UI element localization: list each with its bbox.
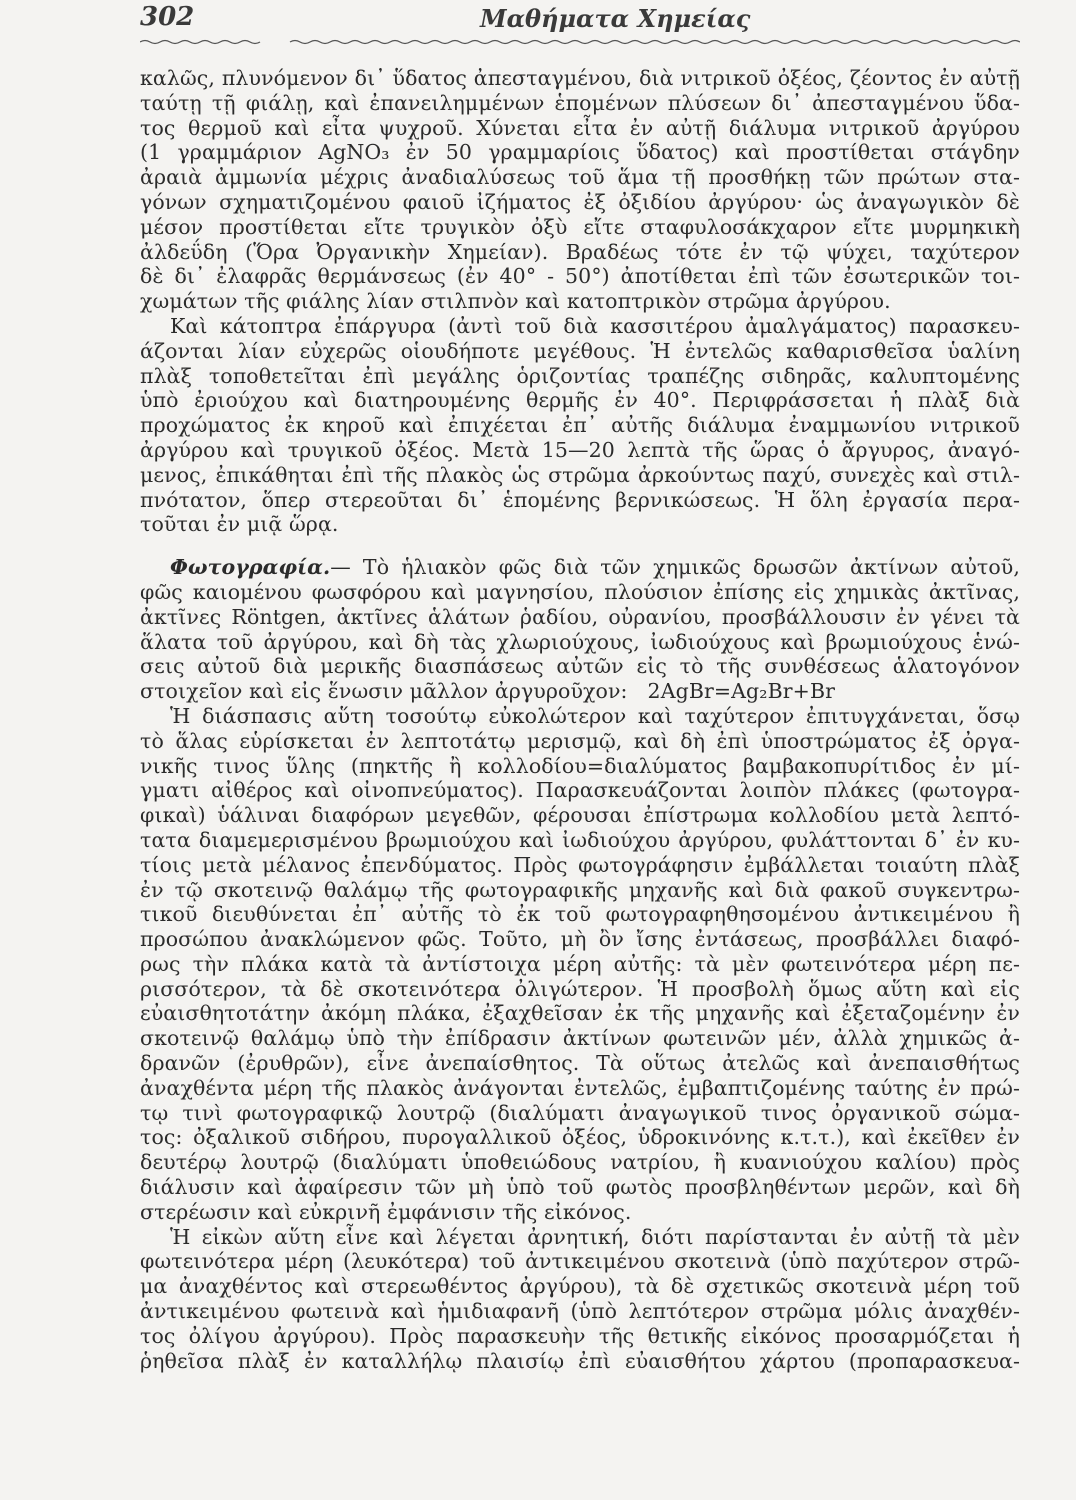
text-line: δευτέρῳ λουτρῷ (διαλύματι ὑποθειώδους νατρίου, ἢ κυανιούχου καλίου) πρὸς — [140, 1150, 1020, 1175]
text-line: ταύτῃ τῇ φιάλῃ, καὶ ἐπανειλημμένων ἑπομένων πλύσεων δι᾽ ἀπεσταγμένου ὕδα- — [140, 90, 1020, 115]
text-line: ἀκτῖνες Röntgen, ἀκτῖνες ἁλάτων ῥαδίου, οὐρανίου, προσβάλλουσιν ἐν γένει τὰ — [140, 604, 1020, 629]
text-line: τος θερμοῦ καὶ εἶτα ψυχροῦ. Χύνεται εἶτα ἐν αὐτῇ διάλυμα νιτρικοῦ ἀργύρου — [140, 115, 1020, 140]
text-line: ἀλδεΰδη (Ὅρα Ὀργανικὴν Χημείαν). Βραδέως τότε ἐν τῷ ψύχει, ταχύτερον — [140, 239, 1020, 264]
text-line: άζονται λίαν εὐχερῶς οἱουδήποτε μεγέθους. Ἡ ἐντελῶς καθαρισθεῖσα ὑαλίνη — [140, 338, 1020, 363]
text-line: προχώματος ἐκ κηροῦ καὶ ἐπιχέεται ἐπ᾽ αὐτῆς διάλυμα ἐναμμωνίου νιτρικοῦ — [140, 413, 1020, 438]
text-line: ῥηθεῖσα πλὰξ ἐν καταλλήλῳ πλαισίῳ ἐπὶ εὐαισθήτου χάρτου (προπαρασκευα- — [140, 1348, 1020, 1373]
text-line: μα ἀναχθέντος καὶ στερεωθέντος ἀργύρου), τὰ δὲ σχετικῶς σκοτεινὰ μέρη τοῦ — [140, 1274, 1020, 1299]
text-line — [140, 555, 1020, 580]
text-line: προσώπου ἀνακλώμενον φῶς. Τοῦτο, μὴ ὂν ἴσης ἐντάσεως, προσβάλλει διαφό- — [140, 927, 1020, 952]
text-line: σκοτεινῷ θαλάμῳ ὑπὸ τὴν ἐπίδρασιν ἀκτίνων φωτεινῶν μέν, ἀλλὰ χημικῶς ἀ- — [140, 1026, 1020, 1051]
text-line: σεις αὐτοῦ διὰ μερικῆς διασπάσεως αὐτῶν εἰς τὸ τῆς συνθέσεως ἁλατογόνον — [140, 654, 1020, 679]
text-line: γματι αἰθέρος καὶ οἰνοπνεύματος). Παρασκευάζονται λοιπὸν πλάκες (φωτογρα- — [140, 778, 1020, 803]
paragraph — [140, 1225, 1020, 1374]
text-line: ἀναχθέντα μέρη τῆς πλακὸς ἀνάγονται ἐντελῶς, ἐμβαπτιζομένης ταύτης ἐν πρώ- — [140, 1075, 1020, 1100]
page-number: 302 — [140, 2, 195, 32]
text-line: φικαὶ) ὑάλιναι διαφόρων μεγεθῶν, φέρουσαι ἐπίστρωμα κολλοδίου μετὰ λεπτό- — [140, 803, 1020, 828]
text-line: δὲ δι᾽ ἐλαφρᾶς θερμάνσεως (ἐν 40° - 50°) ἀποτίθεται ἐπὶ τῶν ἐσωτερικῶν τοι- — [140, 264, 1020, 289]
paragraph — [140, 66, 1020, 314]
text-line: μενος, ἐπικάθηται ἐπὶ τῆς πλακὸς ὡς στρῶμα ἀρκούντως παχύ, συνεχὲς καὶ στιλ- — [140, 462, 1020, 487]
paragraph — [140, 555, 1020, 704]
text-run: — Τὸ ἡλιακὸν φῶς διὰ τῶν χημικῶς δρωσῶν ἀκτίνων αὐτοῦ, — [330, 555, 1020, 580]
text-run: στοιχεῖον καὶ εἰς ἕνωσιν μᾶλλον ἀργυροῦχον: — [140, 679, 628, 704]
text-line: ἀργύρου καὶ τρυγικοῦ ὀξέος. Μετὰ 15—20 λεπτὰ τῆς ὥρας ὁ ἄργυρος, ἀναγό- — [140, 437, 1020, 462]
text-line: ἀραιὰ ἀμμωνία μέχρις ἀναδιαλύσεως τοῦ ἅμα τῇ προσθήκῃ τῶν πρώτων στα- — [140, 165, 1020, 190]
text-line: Καὶ κάτοπτρα ἐπάργυρα (ἀντὶ τοῦ διὰ κασσιτέρου ἀμαλγάματος) παρασκευ- — [170, 313, 1020, 338]
text-line: δρανῶν (ἐρυθρῶν), εἶνε ἀνεπαίσθητος. Τὰ οὕτως ἀτελῶς καὶ ἀνεπαισθήτως — [140, 1051, 1020, 1076]
text-line: πνότατον, ὅπερ στερεοῦται δι᾽ ἑπομένης βερνικώσεως. Ἡ ὅλη ἐργασία περα- — [140, 487, 1020, 512]
text-line: μέσον προστίθεται εἴτε τρυγικὸν ὀξὺ εἴτε σταφυλοσάκχαρον εἴτε μυρμηκικὴ — [140, 214, 1020, 239]
text-line: τίοις μετὰ μέλανος ἐπενδύματος. Πρὸς φωτογράφησιν ἐμβάλλεται τοιαύτη πλὰξ — [140, 852, 1020, 877]
page-header — [140, 2, 1020, 40]
text-line: ὑπὸ ἐριούχου καὶ διατηρουμένης θερμῆς ἐν 40°. Περιφράσσεται ἡ πλὰξ διὰ — [140, 388, 1020, 413]
text-line: τος: ὀξαλικοῦ σιδήρου, πυρογαλλικοῦ ὀξέος, ὑδροκινόνης κ.τ.τ.), καὶ ἐκεῖθεν ἐν — [140, 1125, 1020, 1150]
body-text — [140, 66, 1020, 1373]
text-line: Ἡ διάσπασις αὕτη τοσούτῳ εὐκολώτερον καὶ ταχύτερον ἐπιτυγχάνεται, ὅσῳ — [170, 703, 1020, 728]
text-line: ρισσότερον, τὰ δὲ σκοτεινότερα ὀλιγώτερον. Ἡ προσβολὴ ὅμως αὕτη καὶ εἰς — [140, 976, 1020, 1001]
text-line: ἅλατα τοῦ ἀργύρου, καὶ δὴ τὰς χλωριούχους, ἰωδιούχους καὶ βρωμιούχους ἑνώ- — [140, 629, 1020, 654]
text-line: (1 γραμμάριον AgNO₃ ἐν 50 γραμμαρίοις ὕδατος) καὶ προστίθεται στάγδην — [140, 140, 1020, 165]
text-line: φῶς καιομένου φωσφόρου καὶ μαγνησίου, πλούσιον ἐπίσης εἰς χημικὰς ἀκτῖνας, — [140, 579, 1020, 604]
text-line: τατα διαμεμερισμένου βρωμιούχου καὶ ἰωδιούχου ἀργύρου, φυλάττονται δ᾽ ἐν κυ- — [140, 827, 1020, 852]
text-line: χωμάτων τῆς φιάλης λίαν στιλπνὸν καὶ κατοπτρικὸν στρῶμα ἀργύρου. — [140, 289, 891, 314]
text-line: τικοῦ διευθύνεται ἐπ᾽ αὐτῆς τὸ ἐκ τοῦ φωτογραφηθησομένου ἀντικειμένου ἢ — [140, 902, 1020, 927]
text-line: στερέωσιν καὶ εὐκρινῆ ἐμφάνισιν τῆς εἰκόνος. — [140, 1199, 632, 1224]
text-line: ρως τὴν πλάκα κατὰ τὰ ἀντίστοιχα μέρη αὐτῆς: τὰ μὲν φωτεινότερα μέρη πε- — [140, 951, 1020, 976]
text-line: Ἡ εἰκὼν αὕτη εἶνε καὶ λέγεται ἀρνητική, διότι παρίστανται ἐν αὐτῇ τὰ μὲν — [170, 1224, 1020, 1249]
text-line: τος ὀλίγου ἀργύρου). Πρὸς παρασκευὴν τῆς θετικῆς εἰκόνος προσαρμόζεται ἡ — [140, 1323, 1020, 1348]
text-line: τοῦται ἐν μιᾷ ὥρᾳ. — [140, 512, 339, 537]
text-line: ἀντικειμένου φωτεινὰ καὶ ἡμιδιαφανῆ (ὑπὸ λεπτότερον στρῶμα μόλις ἀναχθέν- — [140, 1299, 1020, 1324]
text-line: γόνων σχηματιζομένου φαιοῦ ἰζήματος ἐξ ὀξιδίου ἀργύρου· ὡς ἀναγωγικὸν δὲ — [140, 189, 1020, 214]
text-line: τὸ ἅλας εὑρίσκεται ἐν λεπτοτάτῳ μερισμῷ, καὶ δὴ ἐπὶ ὑποστρώματος ἐξ ὀργα- — [140, 728, 1020, 753]
text-line — [140, 679, 1020, 704]
paragraph — [140, 704, 1020, 1225]
paragraph — [140, 314, 1020, 537]
text-line: εὐαισθητοτάτην ἀκόμη πλάκα, ἐξαχθεῖσαν ἐκ τῆς μηχανῆς καὶ ἐξεταζομένην ἐν — [140, 1001, 1020, 1026]
text-line: διάλυσιν καὶ ἀφαίρεσιν τῶν μὴ ὑπὸ τοῦ φωτὸς προσβληθέντων μερῶν, καὶ δὴ — [140, 1175, 1020, 1200]
text-line: πλὰξ τοποθετεῖται ἐπὶ μεγάλης ὁριζοντίας τραπέζης σιδηρᾶς, καλυπτομένης — [140, 363, 1020, 388]
chemical-formula: 2AgBr=Ag₂Br+Br — [647, 679, 836, 704]
section-heading: Φωτογραφία. — [170, 555, 331, 580]
header-rule — [140, 38, 1020, 46]
text-line: φωτεινότερα μέρη (λευκότερα) τοῦ ἀντικειμένου σκοτεινὰ (ὑπὸ παχύτερον στρῶ- — [140, 1249, 1020, 1274]
text-line: τῳ τινὶ φωτογραφικῷ λουτρῷ (διαλύματι ἀναγωγικοῦ τινος ὀργανικοῦ σώμα- — [140, 1100, 1020, 1125]
text-line: ἐν τῷ σκοτεινῷ θαλάμῳ τῆς φωτογραφικῆς μηχανῆς καὶ διὰ φακοῦ συγκεντρω- — [140, 877, 1020, 902]
running-title: Μαθήματα Χημείας — [480, 4, 751, 33]
text-line: νικῆς τινος ὕλης (πηκτῆς ἢ κολλοδίου=διαλύματος βαμβακοπυρίτιδος ἐν μί- — [140, 753, 1020, 778]
text-line: καλῶς, πλυνόμενον δι᾽ ὕδατος ἀπεσταγμένου, διὰ νιτρικοῦ ὀξέος, ζέοντος ἐν αὐτῇ — [140, 66, 1020, 90]
